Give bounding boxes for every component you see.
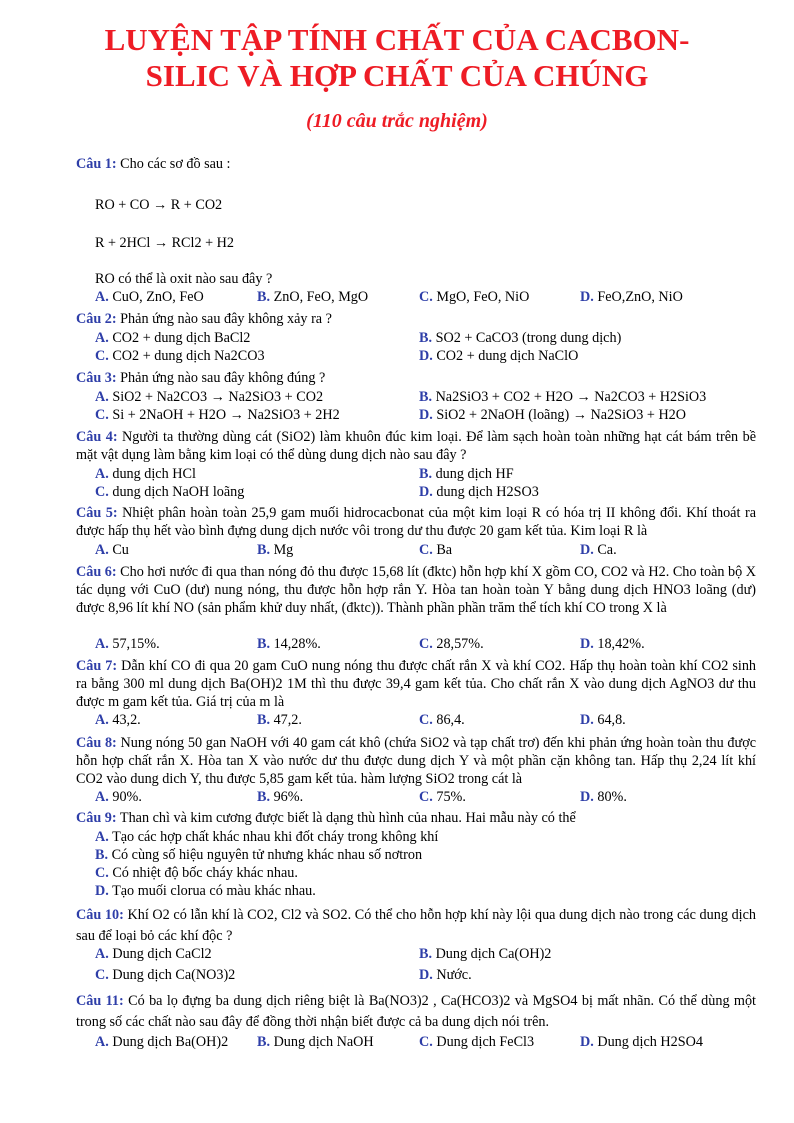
question-text: Nung nóng 50 gan NaOH với 40 gam cát khô (chứa SiO2 và tạp chất trơ) đến khi phản ứng hoàn toàn thu được hỗn hợp chất rắn X. Hòa tan X vào nước dư thu được dung dịch Y và một phần cặn không tan. Hấp thụ 2,24 lít khí CO2 vào dung dich Y, thu được 5,85 gam kết tủa. hàm lượng SiO2 trong cát là bbox=[76, 735, 757, 787]
option-d: D. Tạo muối clorua có màu khác nhau. bbox=[95, 883, 316, 899]
option-a: A. 57,15%. bbox=[95, 636, 160, 652]
option-d: D. FeO,ZnO, NiO bbox=[580, 289, 683, 305]
question-label: Câu 10: bbox=[76, 907, 124, 923]
question-1 bbox=[76, 155, 756, 173]
question-text: Dẫn khí CO đi qua 20 gam CuO nung nóng thu được chất rắn X và khí CO2. Hấp thụ hoàn toàn khí CO2 sinh ra bằng 300 ml dung dịch Ba(OH)2 1M thì thu được 39,4 gam kết tủa. Cho chất rắn X vào dung dịch AgNO3 dư thu được m gam kết tủa. Giá trị của m là bbox=[76, 658, 757, 710]
equation-1: RO + CO → R + CO2 bbox=[95, 197, 223, 213]
option-a: A. dung dịch HCl bbox=[95, 466, 196, 482]
question-text: Khí O2 có lẫn khí là CO2, Cl2 và SO2. Có thể cho hỗn hợp khí này lội qua dung dịch nào trong các dung dịch sau để loại bỏ các khí độc ? bbox=[76, 907, 757, 944]
question-label: Câu 2: bbox=[76, 311, 117, 327]
option-a: A. Tạo các hợp chất khác nhau khi đốt cháy trong không khí bbox=[95, 829, 439, 845]
option-d: D. 80%. bbox=[580, 789, 627, 805]
option-d: D. Nước. bbox=[419, 967, 472, 983]
title-line-1: LUYỆN TẬP TÍNH CHẤT CỦA CACBON- bbox=[104, 22, 690, 57]
option-c: C. Dung dịch FeCl3 bbox=[419, 1034, 535, 1050]
question-label: Câu 1: bbox=[76, 156, 117, 172]
question-label: Câu 3: bbox=[76, 370, 117, 386]
option-b: B. Na2SiO3 + CO2 + H2O → Na2CO3 + H2SiO3 bbox=[419, 389, 707, 405]
question-label: Câu 4: bbox=[76, 429, 118, 445]
question-text: Người ta thường dùng cát (SiO2) làm khuôn đúc kim loại. Để làm sạch hoàn toàn những hạt cát bám trên bề mặt vật dụng làm bằng kim loại có thể dùng dung dịch nào sau đây ? bbox=[76, 429, 756, 463]
title-line-2: SILIC VÀ HỢP CHẤT CỦA CHÚNG bbox=[145, 58, 649, 93]
question-text: Nhiệt phân hoàn toàn 25,9 gam muối hidrocacbonat của một kim loại R có hóa trị II không đổi. Khí thoát ra được hấp thụ hết vào bình đựng dung dịch nước vôi trong dư thu được 20 gam kết tủa. Kim loại R là bbox=[76, 505, 756, 539]
option-c: C. 86,4. bbox=[419, 712, 465, 728]
equation-2: R + 2HCl → RCl2 + H2 bbox=[95, 235, 234, 251]
question-7 bbox=[76, 657, 756, 711]
option-b: B. 14,28%. bbox=[257, 636, 321, 652]
option-c: C. dung dịch NaOH loãng bbox=[95, 484, 245, 500]
question-label: Câu 7: bbox=[76, 658, 118, 674]
question-text: Cho các sơ đồ sau : bbox=[120, 156, 231, 172]
option-a: A. 43,2. bbox=[95, 712, 141, 728]
question-label: Câu 6: bbox=[76, 564, 117, 580]
question-ask: RO có thể là oxit nào sau đây ? bbox=[95, 271, 273, 287]
option-b: B. 47,2. bbox=[257, 712, 302, 728]
option-d: D. 18,42%. bbox=[580, 636, 645, 652]
question-label: Câu 9: bbox=[76, 810, 117, 826]
option-b: B. 96%. bbox=[257, 789, 304, 805]
option-a: A. Dung dịch CaCl2 bbox=[95, 946, 212, 962]
option-c: C. Ba bbox=[419, 542, 453, 558]
question-10 bbox=[76, 905, 756, 947]
option-d: D. 64,8. bbox=[580, 712, 626, 728]
option-b: B. Mg bbox=[257, 542, 294, 558]
option-b: B. dung dịch HF bbox=[419, 466, 514, 482]
question-8 bbox=[76, 734, 756, 788]
option-b: B. Có cùng số hiệu nguyên tử nhưng khác nhau số nơtron bbox=[95, 847, 423, 863]
question-2 bbox=[76, 310, 756, 328]
option-a: A. SiO2 + Na2CO3 → Na2SiO3 + CO2 bbox=[95, 389, 324, 405]
question-5 bbox=[76, 504, 756, 540]
option-d: D. CO2 + dung dịch NaClO bbox=[419, 348, 579, 364]
option-a: A. CuO, ZnO, FeO bbox=[95, 289, 204, 305]
option-d: D. dung dịch H2SO3 bbox=[419, 484, 539, 500]
question-11 bbox=[76, 991, 756, 1033]
option-c: C. Có nhiệt độ bốc cháy khác nhau. bbox=[95, 865, 298, 881]
question-label: Câu 11: bbox=[76, 993, 124, 1009]
option-c: C. Dung dịch Ca(NO3)2 bbox=[95, 967, 236, 983]
option-a: A. 90%. bbox=[95, 789, 142, 805]
option-a: A. CO2 + dung dịch BaCl2 bbox=[95, 330, 251, 346]
question-4 bbox=[76, 428, 756, 464]
question-label: Câu 5: bbox=[76, 505, 118, 521]
option-c: C. Si + 2NaOH + H2O → Na2SiO3 + 2H2 bbox=[95, 407, 340, 423]
option-d: D. SiO2 + 2NaOH (loãng) → Na2SiO3 + H2O bbox=[419, 407, 687, 423]
option-c: C. 75%. bbox=[419, 789, 466, 805]
option-b: B. Dung dịch Ca(OH)2 bbox=[419, 946, 552, 962]
question-text: Cho hơi nước đi qua than nóng đỏ thu được 15,68 lít (đktc) hỗn hợp khí X gồm CO, CO2 và H2. Cho toàn bộ X tác dụng với CuO (dư) nung nóng, thu được hỗn hợp rắn Y. Hòa tan hoàn toàn Y bằng dung dịch HNO3 loãng (dư) được 8,96 lít khí NO (sản phẩm khử duy nhất, (đktc)). Thành phần phần trăm thể tích khí CO trong X là bbox=[76, 564, 757, 616]
question-text: Than chì và kim cương được biết là dạng thù hình của nhau. Hai mẫu này có thể bbox=[119, 810, 576, 826]
option-a: A. Cu bbox=[95, 542, 129, 558]
option-b: B. SO2 + CaCO3 (trong dung dịch) bbox=[419, 330, 622, 346]
subtitle: (110 câu trắc nghiệm) bbox=[306, 110, 488, 132]
question-3 bbox=[76, 369, 756, 387]
option-c: C. 28,57%. bbox=[419, 636, 484, 652]
option-b: B. Dung dịch NaOH bbox=[257, 1034, 374, 1050]
option-a: A. Dung dịch Ba(OH)2 bbox=[95, 1034, 229, 1050]
question-9 bbox=[76, 809, 756, 827]
option-d: D. Dung dịch H2SO4 bbox=[580, 1034, 703, 1050]
question-6 bbox=[76, 563, 756, 617]
option-d: D. Ca. bbox=[580, 542, 617, 558]
question-text: Phản ứng nào sau đây không đúng ? bbox=[120, 370, 326, 386]
option-b: B. ZnO, FeO, MgO bbox=[257, 289, 369, 305]
question-label: Câu 8: bbox=[76, 735, 117, 751]
option-c: C. MgO, FeO, NiO bbox=[419, 289, 530, 305]
question-text: Phản ứng nào sau đây không xảy ra ? bbox=[120, 311, 332, 327]
option-c: C. CO2 + dung dịch Na2CO3 bbox=[95, 348, 265, 364]
question-text: Có ba lọ đựng ba dung dịch riêng biệt là Ba(NO3)2 , Ca(HCO3)2 và MgSO4 bị mất nhãn. Có thể dùng một trong số các chất nào sau đây để đồng thời nhận biết được cả ba dung dịch nói trên. bbox=[76, 993, 756, 1030]
